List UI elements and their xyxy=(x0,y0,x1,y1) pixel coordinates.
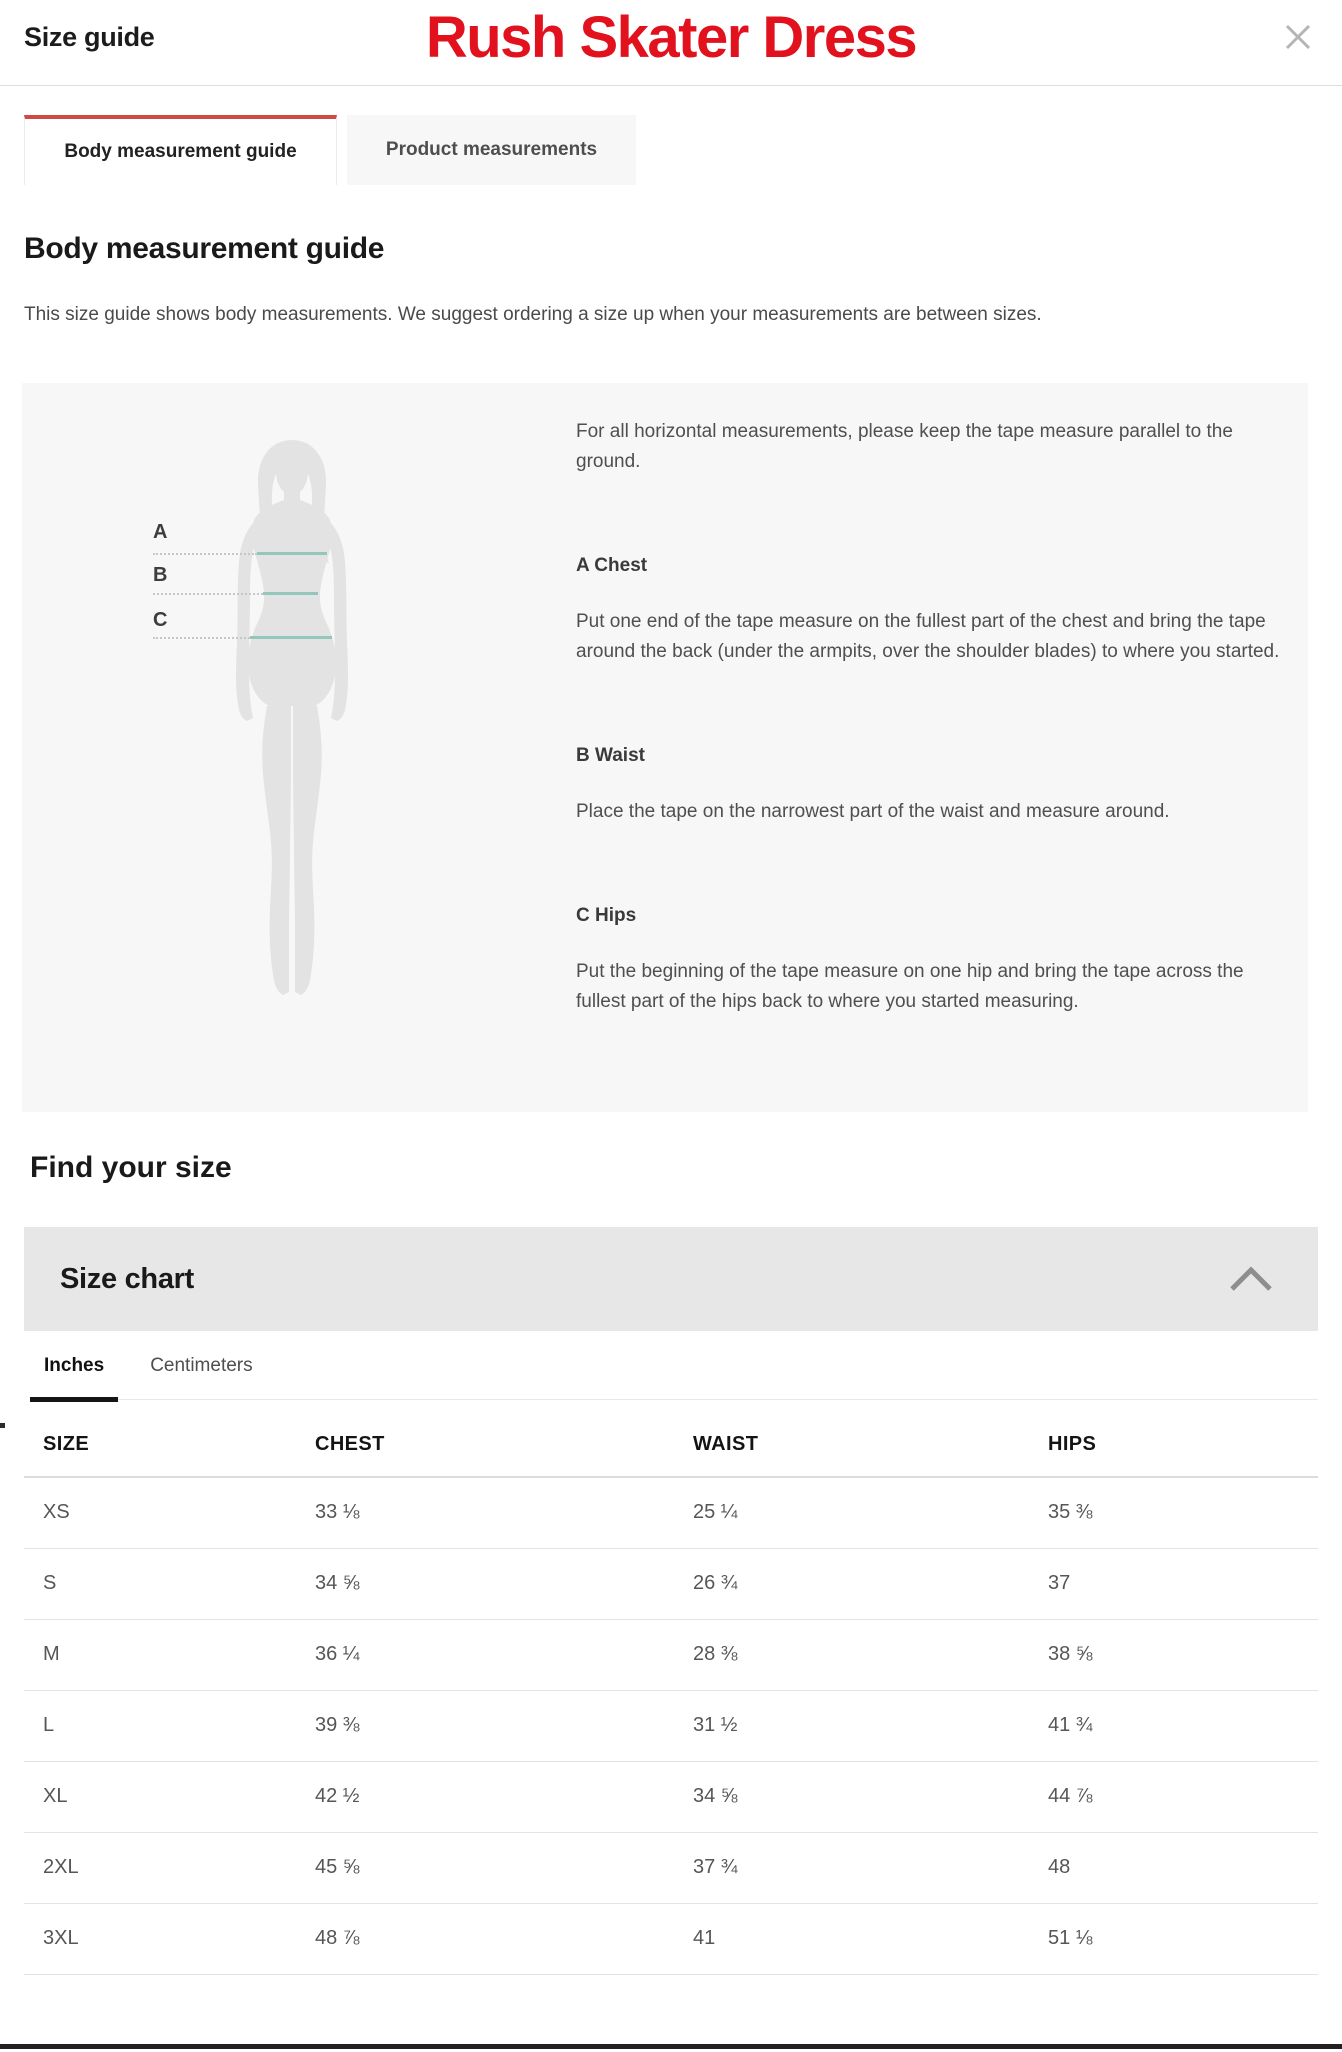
figure-label-a: A xyxy=(153,521,168,543)
tab-product-measurements[interactable] xyxy=(347,115,636,185)
waist-measure-line xyxy=(263,592,318,595)
body-silhouette xyxy=(207,438,377,1008)
find-your-size-heading: Find your size xyxy=(30,1151,232,1184)
table-row xyxy=(24,1690,1318,1761)
tab-label: Body measurement guide xyxy=(64,141,297,162)
close-icon xyxy=(1281,20,1315,54)
size-cell: S xyxy=(24,1548,296,1619)
chevron-up-icon xyxy=(1228,1266,1274,1292)
waist-pointer-line xyxy=(153,593,263,595)
chest-pointer-line xyxy=(153,553,257,555)
tab-body-measurement-guide[interactable] xyxy=(24,115,337,185)
hips-measure-line xyxy=(250,636,332,639)
table-row xyxy=(24,1477,1318,1548)
tab-label: Product measurements xyxy=(385,139,598,160)
chest-cell: 39 ⅜ xyxy=(296,1690,674,1761)
waist-cell: 37 ¾ xyxy=(674,1832,1029,1903)
modal-header xyxy=(0,0,1342,86)
measurement-note: For all horizontal measurements, please keep the tape measure parallel to the ground. xyxy=(576,421,1233,472)
chest-cell: 48 ⅞ xyxy=(296,1903,674,1974)
hips-description: Put the beginning of the tape measure on one hip and bring the tape across the fullest part of the hips back to where you started measuring. xyxy=(576,961,1244,1012)
figure-label-c: C xyxy=(153,609,168,631)
chest-cell: 42 ½ xyxy=(296,1761,674,1832)
chest-cell: 45 ⅝ xyxy=(296,1832,674,1903)
size-cell: XL xyxy=(24,1761,296,1832)
waist-cell: 28 ⅜ xyxy=(674,1619,1029,1690)
hips-cell: 51 ⅛ xyxy=(1029,1903,1318,1974)
col-chest: CHEST xyxy=(296,1413,674,1477)
waist-description: Place the tape on the narrowest part of the waist and measure around. xyxy=(576,801,1170,822)
size-chart-table xyxy=(24,1413,1318,1975)
hips-cell: 41 ¾ xyxy=(1029,1690,1318,1761)
size-cell: 3XL xyxy=(24,1903,296,1974)
edge-artifact xyxy=(0,1423,5,1428)
measurement-instructions xyxy=(576,417,1288,1017)
size-chart-toggle[interactable] xyxy=(24,1227,1318,1331)
waist-label: B Waist xyxy=(576,745,645,766)
chest-measure-line xyxy=(257,552,327,555)
guide-tabs xyxy=(24,115,1342,185)
chest-label: A Chest xyxy=(576,555,648,576)
table-row xyxy=(24,1832,1318,1903)
size-cell: XS xyxy=(24,1477,296,1548)
table-row xyxy=(24,1903,1318,1974)
table-row xyxy=(24,1619,1318,1690)
size-cell: L xyxy=(24,1690,296,1761)
figure-label-b: B xyxy=(153,564,168,586)
tab-inches[interactable]: Inches xyxy=(30,1355,118,1402)
close-button[interactable] xyxy=(1280,20,1316,56)
waist-cell: 31 ½ xyxy=(674,1690,1029,1761)
col-waist: WAIST xyxy=(674,1413,1029,1477)
waist-cell: 26 ¾ xyxy=(674,1548,1029,1619)
col-hips: HIPS xyxy=(1029,1413,1318,1477)
modal-title: Size guide xyxy=(24,22,155,52)
table-row xyxy=(24,1761,1318,1832)
hips-cell: 44 ⅞ xyxy=(1029,1761,1318,1832)
waist-cell: 34 ⅝ xyxy=(674,1761,1029,1832)
chest-description: Put one end of the tape measure on the fullest part of the chest and bring the tape around the back (under the armpits, over the shoulder blades) to where you started. xyxy=(576,611,1280,662)
col-size: SIZE xyxy=(24,1413,296,1477)
table-header-row xyxy=(24,1413,1318,1477)
chest-cell: 36 ¼ xyxy=(296,1619,674,1690)
intro-text: This size guide shows body measurements. We suggest ordering a size up when your measurements are between sizes. xyxy=(24,304,1042,325)
hips-cell: 38 ⅝ xyxy=(1029,1619,1318,1690)
waist-cell: 41 xyxy=(674,1903,1029,1974)
measurement-guide-panel xyxy=(22,383,1308,1112)
body-measurement-heading: Body measurement guide xyxy=(24,232,385,265)
unit-tabs xyxy=(30,1355,1318,1400)
hips-pointer-line xyxy=(153,637,250,639)
hips-cell: 37 xyxy=(1029,1548,1318,1619)
size-cell: M xyxy=(24,1619,296,1690)
size-chart-title: Size chart xyxy=(60,1262,194,1295)
tab-centimeters[interactable]: Centimeters xyxy=(150,1355,253,1376)
hips-cell: 48 xyxy=(1029,1832,1318,1903)
bottom-bar xyxy=(0,2044,1342,2049)
table-row xyxy=(24,1548,1318,1619)
product-title: Rush Skater Dress xyxy=(425,5,917,70)
chest-cell: 33 ⅛ xyxy=(296,1477,674,1548)
waist-cell: 25 ¼ xyxy=(674,1477,1029,1548)
chest-cell: 34 ⅝ xyxy=(296,1548,674,1619)
size-cell: 2XL xyxy=(24,1832,296,1903)
hips-cell: 35 ⅜ xyxy=(1029,1477,1318,1548)
hips-label: C Hips xyxy=(576,905,637,926)
